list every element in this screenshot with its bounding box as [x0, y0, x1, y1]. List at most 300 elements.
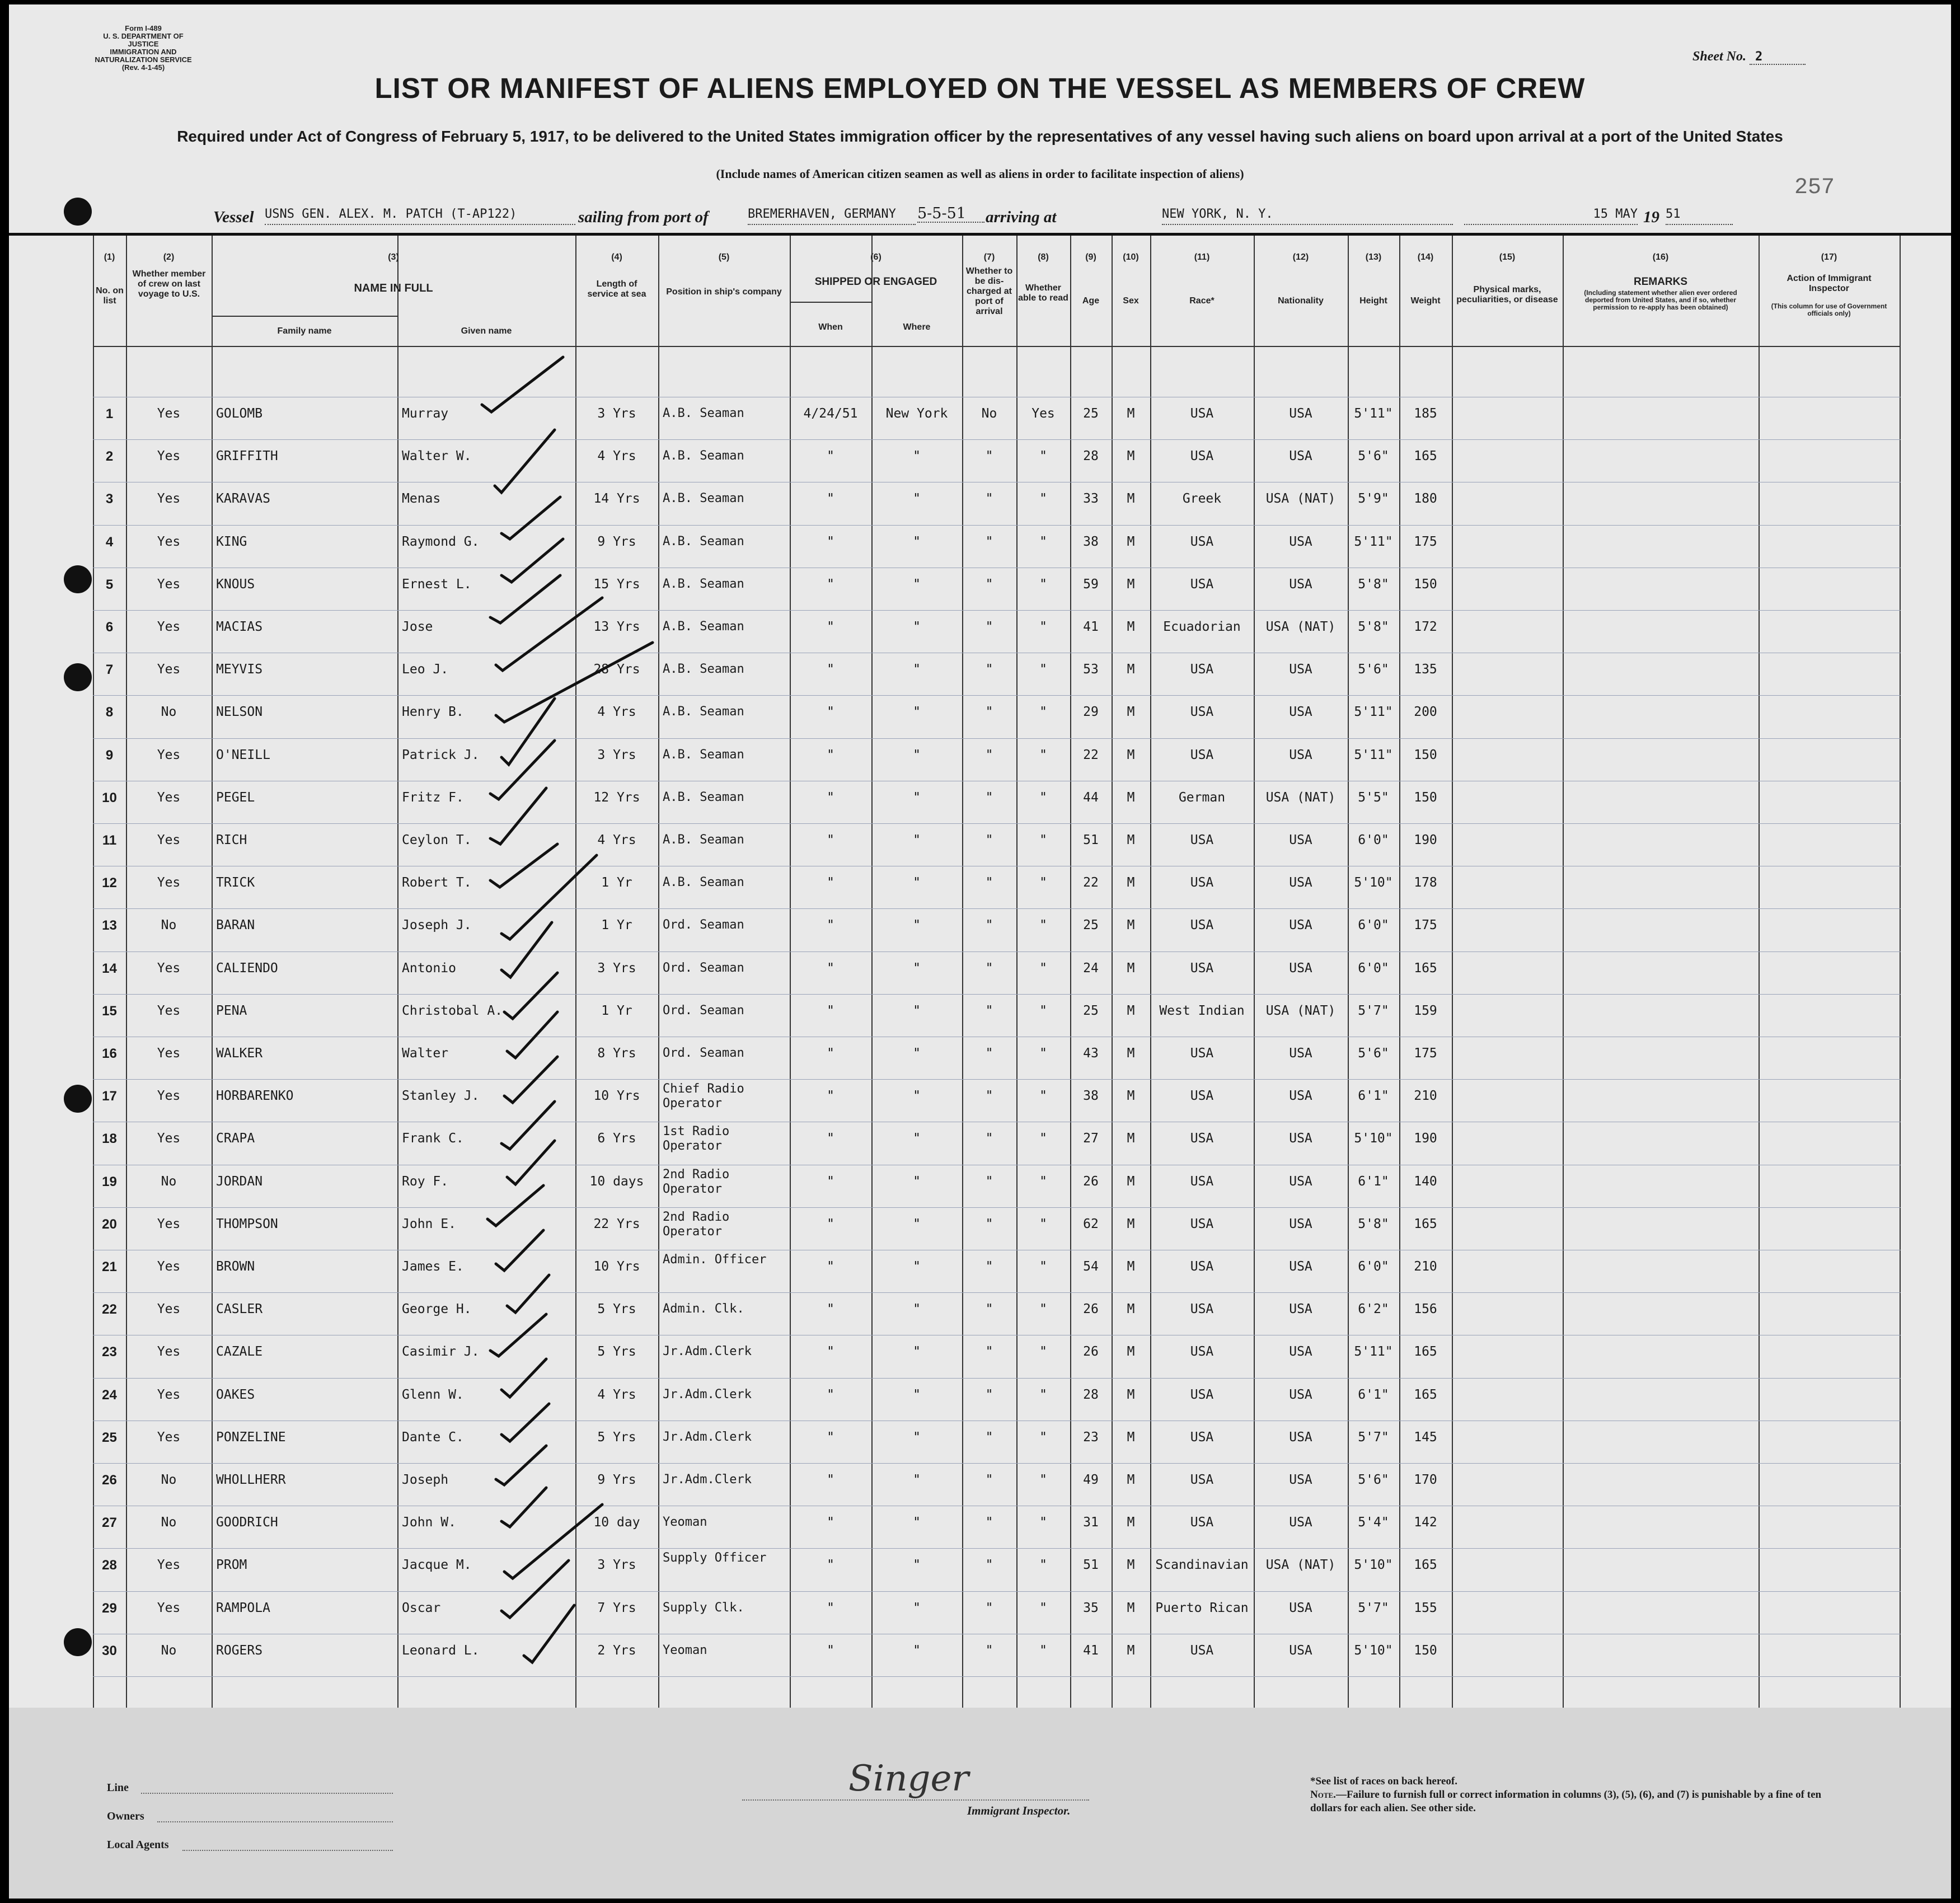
- cell-prev-voyage: Yes: [157, 833, 181, 847]
- cell-race: USA: [1190, 406, 1214, 421]
- col-4-label: Length of service at sea: [587, 279, 646, 299]
- cell-shipped-when: ": [827, 1429, 834, 1445]
- col-2-label: Whether member of crew on last voyage to U.S.: [132, 269, 206, 299]
- cell-discharged: ": [985, 620, 993, 634]
- cell-prev-voyage: Yes: [157, 491, 181, 507]
- cell-shipped-where: ": [913, 960, 921, 976]
- check-mark: [504, 1057, 557, 1103]
- col-13-label: Height: [1359, 296, 1387, 306]
- col-3a-label: Family name: [277, 326, 332, 336]
- cell-age: 38: [1083, 1089, 1099, 1104]
- cell-nationality: USA: [1289, 449, 1312, 464]
- cell-height: 5'9": [1358, 491, 1389, 507]
- cell-prev-voyage: No: [161, 1174, 177, 1189]
- cell-race: USA: [1190, 1344, 1214, 1360]
- cell-prev-voyage: Yes: [157, 662, 181, 677]
- cell-nationality: USA (NAT): [1265, 1003, 1336, 1018]
- cell-prev-voyage: Yes: [157, 406, 181, 421]
- cell-given-name: James E.: [402, 1259, 464, 1274]
- cell-height: 5'6": [1358, 1473, 1389, 1487]
- col-5-label: Position in ship's company: [666, 287, 782, 297]
- cell-family-name: WALKER: [216, 1046, 263, 1061]
- cell-height: 5'11": [1354, 705, 1393, 720]
- cell-age: 26: [1083, 1174, 1099, 1189]
- cell-sex: M: [1127, 406, 1135, 421]
- cell-discharged: ": [985, 705, 993, 720]
- col-1-label: No. on list: [96, 286, 124, 306]
- cell-sex: M: [1127, 918, 1135, 933]
- cell-age: 44: [1083, 790, 1099, 805]
- cell-able-to-read: ": [1039, 833, 1047, 847]
- col-1-num: (1): [104, 252, 115, 262]
- cell-discharged: ": [985, 875, 993, 890]
- cell-discharged: ": [985, 1003, 993, 1018]
- cell-race: USA: [1190, 1046, 1214, 1061]
- cell-family-name: ROGERS: [216, 1643, 263, 1658]
- check-mark: [501, 1404, 549, 1441]
- cell-discharged: ": [985, 918, 993, 933]
- cell-sex: M: [1127, 1302, 1135, 1317]
- service: IMMIGRATION AND NATURALIZATION SERVICE: [95, 48, 192, 64]
- cell-discharged: No: [981, 406, 997, 421]
- cell-nationality: USA: [1289, 1387, 1312, 1402]
- cell-service-length: 1 Yr: [601, 918, 632, 933]
- cell-age: 41: [1083, 1643, 1099, 1658]
- stamp-number: 257: [1794, 175, 1835, 200]
- cell-discharged: ": [985, 790, 993, 805]
- cell-sex: M: [1127, 1259, 1135, 1274]
- col-16-sub: (Including statement whether alien ever ordered deported from United States, and if so, whether permission to re-apply has been obtained): [1584, 289, 1737, 311]
- cell-prev-voyage: No: [161, 918, 177, 933]
- cell-prev-voyage: Yes: [157, 1302, 181, 1317]
- cell-shipped-where: ": [913, 747, 921, 762]
- cell-able-to-read: ": [1039, 1259, 1047, 1274]
- cell-family-name: PONZELINE: [216, 1429, 286, 1445]
- cell-weight: 165: [1414, 1344, 1437, 1360]
- cell-service-length: 1 Yr: [601, 1003, 632, 1018]
- cell-family-name: TRICK: [216, 875, 255, 890]
- cell-row-number: 7: [105, 662, 114, 678]
- cell-position: Supply Clk.: [663, 1600, 744, 1615]
- cell-position: A.B. Seaman: [663, 747, 744, 762]
- cell-able-to-read: ": [1039, 662, 1047, 677]
- cell-shipped-where: ": [913, 576, 921, 592]
- cell-given-name: Casimir J.: [402, 1344, 480, 1360]
- col-5-num: (5): [718, 252, 730, 262]
- col-10-num: (10): [1123, 252, 1139, 262]
- cell-row-number: 18: [102, 1131, 117, 1147]
- cell-weight: 175: [1414, 1046, 1437, 1061]
- cell-given-name: Fritz F.: [402, 790, 464, 805]
- arriving-label: arriving at: [986, 208, 1057, 226]
- cell-height: 5'11": [1354, 1344, 1393, 1360]
- cell-prev-voyage: Yes: [157, 1089, 181, 1104]
- cell-family-name: BARAN: [216, 918, 255, 933]
- cell-shipped-when: ": [827, 534, 834, 549]
- cell-shipped-where: ": [913, 875, 921, 890]
- cell-family-name: RICH: [216, 833, 247, 847]
- cell-shipped-when: ": [827, 1387, 834, 1402]
- cell-position: Jr.Adm.Clerk: [663, 1344, 752, 1359]
- cell-able-to-read: ": [1039, 1131, 1047, 1146]
- cell-service-length: 10 day: [593, 1515, 640, 1530]
- cell-discharged: ": [985, 1174, 993, 1189]
- cell-race: USA: [1190, 1473, 1214, 1487]
- cell-given-name: George H.: [402, 1302, 472, 1317]
- cell-able-to-read: ": [1039, 1003, 1047, 1018]
- cell-given-name: Leo J.: [402, 662, 449, 677]
- cell-shipped-where: ": [913, 662, 921, 677]
- cell-position: A.B. Seaman: [663, 534, 744, 549]
- cell-given-name: Menas: [402, 491, 441, 507]
- cell-sex: M: [1127, 705, 1135, 720]
- cell-weight: 210: [1414, 1089, 1437, 1104]
- cell-shipped-where: ": [913, 1387, 921, 1402]
- cell-race: Puerto Rican: [1155, 1600, 1249, 1615]
- cell-sex: M: [1127, 1473, 1135, 1487]
- cell-shipped-where: ": [913, 1429, 921, 1445]
- cell-service-length: 13 Yrs: [593, 620, 640, 634]
- check-mark: [490, 844, 557, 887]
- cell-shipped-where: ": [913, 449, 921, 464]
- cell-prev-voyage: Yes: [157, 1216, 181, 1231]
- cell-service-length: 4 Yrs: [597, 833, 636, 847]
- cell-family-name: CRAPA: [216, 1131, 255, 1146]
- cell-shipped-where: ": [913, 1473, 921, 1487]
- cell-shipped-when: ": [827, 833, 834, 847]
- cell-shipped-where: ": [913, 833, 921, 847]
- cell-race: USA: [1190, 1259, 1214, 1274]
- col-3-label: NAME IN FULL: [354, 282, 433, 294]
- cell-sex: M: [1127, 1600, 1135, 1615]
- cell-shipped-where: ": [913, 1558, 921, 1573]
- agents-label: Local Agents: [107, 1839, 169, 1851]
- cell-sex: M: [1127, 1344, 1135, 1360]
- cell-height: 5'7": [1358, 1429, 1389, 1445]
- cell-nationality: USA: [1289, 1429, 1312, 1445]
- cell-service-length: 3 Yrs: [597, 1558, 636, 1573]
- cell-weight: 135: [1414, 662, 1437, 677]
- cell-position: A.B. Seaman: [663, 662, 744, 677]
- cell-row-number: 28: [102, 1558, 117, 1573]
- cell-row-number: 20: [102, 1216, 117, 1232]
- cell-race: USA: [1190, 449, 1214, 464]
- cell-position: Jr.Adm.Clerk: [663, 1429, 752, 1444]
- cell-able-to-read: ": [1039, 1429, 1047, 1445]
- cell-weight: 170: [1414, 1473, 1437, 1487]
- from-port: BREMERHAVEN, GERMANY: [748, 207, 916, 225]
- cell-nationality: USA (NAT): [1265, 790, 1336, 805]
- cell-service-length: 28 Yrs: [593, 662, 640, 677]
- cell-race: USA: [1190, 1429, 1214, 1445]
- col-12-num: (12): [1292, 252, 1309, 262]
- cell-height: 5'4": [1358, 1515, 1389, 1530]
- cell-race: USA: [1190, 918, 1214, 933]
- col-11-num: (11): [1194, 252, 1210, 262]
- cell-shipped-where: ": [913, 1600, 921, 1615]
- footnotes: [1310, 1775, 1836, 1815]
- cell-shipped-when: ": [827, 1003, 834, 1018]
- check-mark: [507, 1141, 555, 1184]
- cell-row-number: 8: [105, 705, 114, 720]
- cell-family-name: O'NEILL: [216, 747, 270, 762]
- cell-race: USA: [1190, 833, 1214, 847]
- cell-weight: 190: [1414, 1131, 1437, 1146]
- col-6a-label: When: [818, 322, 843, 332]
- cell-family-name: PENA: [216, 1003, 247, 1018]
- cell-sex: M: [1127, 833, 1135, 847]
- cell-nationality: USA: [1289, 1089, 1312, 1104]
- cell-race: USA: [1190, 960, 1214, 976]
- cell-position: A.B. Seaman: [663, 875, 744, 890]
- cell-nationality: USA: [1289, 1216, 1312, 1231]
- cell-discharged: ": [985, 1302, 993, 1317]
- cell-row-number: 25: [102, 1429, 117, 1445]
- cell-nationality: USA: [1289, 875, 1312, 890]
- cell-weight: 142: [1414, 1515, 1437, 1530]
- cell-position: Supply Officer: [663, 1551, 767, 1565]
- cell-shipped-where: ": [913, 705, 921, 720]
- cell-age: 49: [1083, 1473, 1099, 1487]
- cell-shipped-where: ": [913, 620, 921, 634]
- cell-row-number: 12: [102, 875, 117, 891]
- cell-sex: M: [1127, 1003, 1135, 1018]
- cell-prev-voyage: Yes: [157, 1259, 181, 1274]
- cell-age: 28: [1083, 1387, 1099, 1402]
- cell-discharged: ": [985, 1344, 993, 1360]
- cell-discharged: ": [985, 1600, 993, 1615]
- cell-shipped-when: ": [827, 620, 834, 634]
- cell-weight: 165: [1414, 1216, 1437, 1231]
- cell-position: Jr.Adm.Clerk: [663, 1473, 752, 1487]
- year-suffix: 51: [1666, 207, 1733, 225]
- cell-age: 43: [1083, 1046, 1099, 1061]
- cell-given-name: Antonio: [402, 960, 456, 976]
- cell-row-number: 9: [105, 747, 114, 763]
- cell-family-name: MACIAS: [216, 620, 263, 634]
- cell-row-number: 3: [105, 491, 114, 507]
- cell-position: Ord. Seaman: [663, 1046, 744, 1060]
- cell-row-number: 16: [102, 1046, 117, 1061]
- cell-shipped-when: ": [827, 1089, 834, 1104]
- department: U. S. DEPARTMENT OF JUSTICE: [103, 32, 184, 48]
- cell-given-name: Jacque M.: [402, 1558, 472, 1573]
- check-mark: [501, 922, 552, 977]
- cell-row-number: 6: [105, 620, 114, 635]
- cell-shipped-where: ": [913, 1515, 921, 1530]
- cell-age: 33: [1083, 491, 1099, 507]
- cell-race: USA: [1190, 1387, 1214, 1402]
- cell-row-number: 1: [105, 406, 114, 421]
- cell-height: 5'8": [1358, 1216, 1389, 1231]
- cell-prev-voyage: Yes: [157, 875, 181, 890]
- col-14-label: Weight: [1410, 296, 1441, 306]
- cell-family-name: KNOUS: [216, 576, 255, 592]
- cell-discharged: ": [985, 1558, 993, 1573]
- col-17-num: (17): [1821, 252, 1837, 262]
- cell-row-number: 4: [105, 534, 114, 550]
- check-mark: [501, 1560, 569, 1618]
- form-number: Form I-489: [125, 24, 162, 32]
- page-subtitle: Required under Act of Congress of February 5, 1917, to be delivered to the United States immigration officer by the representatives of any vessel having such aliens on board upon arrival at a port of the United States: [177, 128, 1783, 145]
- col-6b-label: Where: [903, 322, 931, 332]
- cell-prev-voyage: Yes: [157, 1003, 181, 1018]
- cell-family-name: MEYVIS: [216, 662, 263, 677]
- col-16-label: REMARKS: [1633, 276, 1688, 288]
- cell-age: 22: [1083, 875, 1099, 890]
- cell-able-to-read: ": [1039, 918, 1047, 933]
- cell-weight: 150: [1414, 747, 1437, 762]
- cell-prev-voyage: Yes: [157, 747, 181, 762]
- cell-shipped-when: ": [827, 705, 834, 720]
- cell-nationality: USA: [1289, 662, 1312, 677]
- cell-given-name: Frank C.: [402, 1131, 464, 1146]
- cell-nationality: USA: [1289, 833, 1312, 847]
- cell-shipped-when: 4/24/51: [803, 406, 858, 421]
- cell-given-name: Dante C.: [402, 1429, 464, 1445]
- cell-height: 5'10": [1354, 1643, 1393, 1658]
- cell-able-to-read: ": [1039, 576, 1047, 592]
- cell-prev-voyage: Yes: [157, 790, 181, 805]
- cell-age: 25: [1083, 918, 1099, 933]
- cell-family-name: JORDAN: [216, 1174, 263, 1189]
- cell-shipped-when: ": [827, 491, 834, 507]
- cell-prev-voyage: No: [161, 1643, 177, 1658]
- races-note: *See list of races on back hereof.: [1310, 1775, 1457, 1787]
- cell-height: 6'2": [1358, 1302, 1389, 1317]
- inspector-label: Immigrant Inspector.: [967, 1804, 1071, 1817]
- cell-weight: 172: [1414, 620, 1437, 634]
- cell-given-name: Christobal A.: [402, 1003, 503, 1018]
- cell-shipped-when: ": [827, 1259, 834, 1274]
- cell-shipped-where: ": [913, 1643, 921, 1658]
- cell-family-name: NELSON: [216, 705, 263, 720]
- cell-able-to-read: ": [1039, 1216, 1047, 1231]
- cell-family-name: THOMPSON: [216, 1216, 278, 1231]
- cell-given-name: Murray: [402, 406, 449, 421]
- cell-position: A.B. Seaman: [663, 491, 744, 506]
- cell-height: 5'10": [1354, 1558, 1393, 1573]
- cell-age: 25: [1083, 406, 1099, 421]
- cell-position: Admin. Clk.: [663, 1302, 744, 1316]
- cell-height: 6'0": [1358, 960, 1389, 976]
- cell-shipped-when: ": [827, 918, 834, 933]
- cell-given-name: Walter: [402, 1046, 449, 1061]
- col-13-num: (13): [1365, 252, 1382, 262]
- check-mark: [496, 1230, 543, 1271]
- cell-nationality: USA: [1289, 1600, 1312, 1615]
- cell-able-to-read: ": [1039, 1174, 1047, 1189]
- cell-shipped-when: ": [827, 1643, 834, 1658]
- cell-row-number: 17: [102, 1089, 117, 1104]
- cell-position: Yeoman: [663, 1515, 707, 1530]
- cell-service-length: 22 Yrs: [593, 1216, 640, 1231]
- cell-sex: M: [1127, 875, 1135, 890]
- cell-sex: M: [1127, 449, 1135, 464]
- cell-weight: 180: [1414, 491, 1437, 507]
- cell-prev-voyage: Yes: [157, 960, 181, 976]
- cell-race: Ecuadorian: [1163, 620, 1241, 634]
- cell-able-to-read: ": [1039, 1558, 1047, 1573]
- cell-able-to-read: ": [1039, 1515, 1047, 1530]
- cell-given-name: Jose: [402, 620, 433, 634]
- cell-age: 26: [1083, 1302, 1099, 1317]
- cell-height: 5'8": [1358, 576, 1389, 592]
- cell-shipped-when: ": [827, 1473, 834, 1487]
- check-mark: [496, 1446, 546, 1485]
- cell-family-name: PEGEL: [216, 790, 255, 805]
- cell-shipped-where: ": [913, 1344, 921, 1360]
- cell-family-name: OAKES: [216, 1387, 255, 1402]
- cell-nationality: USA: [1289, 1473, 1312, 1487]
- cell-weight: 175: [1414, 534, 1437, 549]
- cell-prev-voyage: Yes: [157, 1046, 181, 1061]
- col-17-label: Action of Immigrant Inspector: [1786, 274, 1872, 293]
- cell-prev-voyage: Yes: [157, 576, 181, 592]
- cell-race: USA: [1190, 662, 1214, 677]
- cell-able-to-read: ": [1039, 747, 1047, 762]
- cell-height: 5'7": [1358, 1600, 1389, 1615]
- handwriting-layer: [9, 4, 1951, 1899]
- cell-discharged: ": [985, 534, 993, 549]
- cell-shipped-where: ": [913, 534, 921, 549]
- cell-position: A.B. Seaman: [663, 406, 744, 420]
- cell-weight: 140: [1414, 1174, 1437, 1189]
- cell-nationality: USA: [1289, 406, 1312, 421]
- cell-race: USA: [1190, 747, 1214, 762]
- cell-age: 28: [1083, 449, 1099, 464]
- cell-able-to-read: ": [1039, 1089, 1047, 1104]
- vessel-name: USNS GEN. ALEX. M. PATCH (T-AP122): [265, 207, 575, 225]
- cell-service-length: 10 days: [589, 1174, 644, 1189]
- cell-sex: M: [1127, 1515, 1135, 1530]
- cell-family-name: CASLER: [216, 1302, 263, 1317]
- cell-race: USA: [1190, 1089, 1214, 1104]
- cell-prev-voyage: Yes: [157, 534, 181, 549]
- cell-height: 5'7": [1358, 1003, 1389, 1018]
- cell-shipped-when: ": [827, 1131, 834, 1146]
- cell-row-number: 10: [102, 790, 117, 805]
- cell-shipped-where: New York: [885, 406, 948, 421]
- col-10-label: Sex: [1123, 296, 1139, 306]
- cell-given-name: Raymond G.: [402, 534, 480, 549]
- cell-weight: 155: [1414, 1600, 1437, 1615]
- cell-race: USA: [1190, 1131, 1214, 1146]
- cell-discharged: ": [985, 833, 993, 847]
- cell-age: 22: [1083, 747, 1099, 762]
- cell-row-number: 22: [102, 1302, 117, 1318]
- cell-age: 38: [1083, 534, 1099, 549]
- cell-shipped-when: ": [827, 1344, 834, 1360]
- cell-position: Ord. Seaman: [663, 918, 744, 932]
- cell-able-to-read: ": [1039, 875, 1047, 890]
- cell-prev-voyage: Yes: [157, 1600, 181, 1615]
- cell-age: 24: [1083, 960, 1099, 976]
- cell-row-number: 21: [102, 1259, 117, 1274]
- cell-row-number: 15: [102, 1003, 117, 1019]
- cell-family-name: GRIFFITH: [216, 449, 278, 464]
- cell-row-number: 27: [102, 1515, 117, 1531]
- cell-service-length: 9 Yrs: [597, 534, 636, 549]
- cell-family-name: PROM: [216, 1558, 247, 1573]
- cell-nationality: USA: [1289, 534, 1312, 549]
- cell-discharged: ": [985, 747, 993, 762]
- cell-age: 26: [1083, 1344, 1099, 1360]
- col-3-num: (3): [388, 252, 399, 262]
- cell-shipped-when: ": [827, 1174, 834, 1189]
- cell-discharged: ": [985, 491, 993, 507]
- cell-nationality: USA: [1289, 1259, 1312, 1274]
